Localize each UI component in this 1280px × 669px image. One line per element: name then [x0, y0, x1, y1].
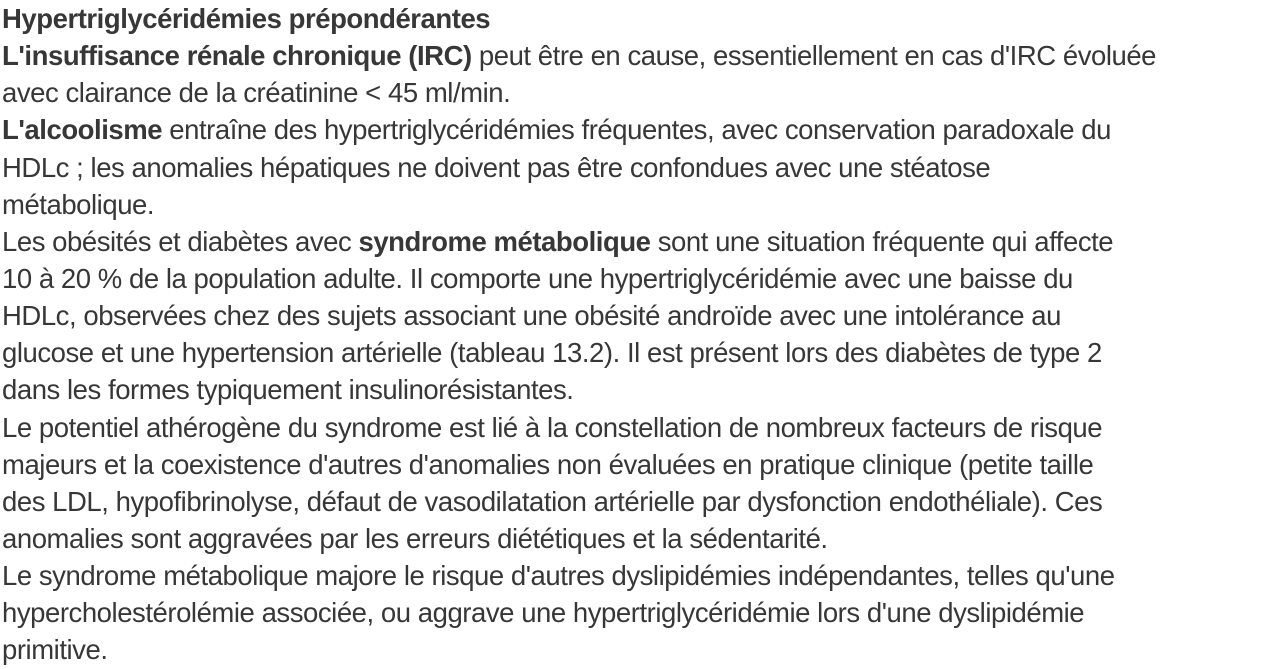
text-line	[2, 334, 1280, 371]
text-line	[2, 223, 1280, 260]
text-line	[2, 149, 1280, 186]
text-segment: Les obésités et diabètes avec	[2, 225, 359, 257]
text-segment: 10 à 20 % de la population adulte. Il comporte une hypertriglycéridémie avec une baisse du	[2, 262, 1073, 294]
text-segment: primitive.	[2, 634, 108, 666]
text-segment: des LDL, hypofibrinolyse, défaut de vasodilatation artérielle par dysfonction endothéliale). Ces	[2, 485, 1103, 517]
bold-text-segment: L'alcoolisme	[2, 114, 163, 146]
document-text-block	[2, 0, 1280, 669]
text-line	[2, 631, 1280, 668]
text-segment: majeurs et la coexistence d'autres d'anomalies non évaluées en pratique clinique (petite taille	[2, 448, 1094, 480]
text-segment: glucose et une hypertension artérielle (tableau 13.2). Il est présent lors des diabètes de type 2	[2, 337, 1102, 369]
text-line	[2, 594, 1280, 631]
text-segment: HDLc, observées chez des sujets associant une obésité androïde avec une intolérance au	[2, 300, 1061, 332]
text-line	[2, 446, 1280, 483]
text-segment: hypercholestérolémie associée, ou aggrave une hypertriglycéridémie lors d'une dyslipidémie	[2, 597, 1085, 629]
text-segment: dans les formes typiquement insulinorésistantes.	[2, 374, 574, 406]
text-line	[2, 111, 1280, 148]
bold-text-segment: syndrome métabolique	[358, 225, 651, 257]
text-segment: métabolique.	[2, 188, 155, 220]
text-segment: anomalies sont aggravées par les erreurs diététiques et la sédentarité.	[2, 522, 828, 554]
text-segment: entraîne des hypertriglycéridémies fréquentes, avec conservation paradoxale du	[162, 114, 1111, 146]
text-line	[2, 37, 1280, 74]
text-line	[2, 74, 1280, 111]
text-line	[2, 371, 1280, 408]
text-line	[2, 297, 1280, 334]
text-segment: avec clairance de la créatinine < 45 ml/min.	[2, 77, 511, 109]
text-segment: peut être en cause, essentiellement en cas d'IRC évoluée	[471, 40, 1157, 72]
text-line	[2, 260, 1280, 297]
text-line	[2, 0, 1280, 37]
text-segment: Le potentiel athérogène du syndrome est lié à la constellation de nombreux facteurs de risque	[2, 411, 1103, 443]
text-segment: Le syndrome métabolique majore le risque d'autres dyslipidémies indépendantes, telles qu'une	[2, 560, 1115, 592]
text-line	[2, 483, 1280, 520]
text-line	[2, 557, 1280, 594]
bold-text-segment: Hypertriglycéridémies prépondérantes	[2, 3, 491, 34]
text-segment: sont une situation fréquente qui affecte	[650, 225, 1114, 257]
text-line	[2, 520, 1280, 557]
bold-text-segment: L'insuffisance rénale chronique (IRC)	[2, 40, 472, 72]
text-line	[2, 409, 1280, 446]
text-line	[2, 186, 1280, 223]
text-segment: HDLc ; les anomalies hépatiques ne doivent pas être confondues avec une stéatose	[2, 151, 991, 183]
